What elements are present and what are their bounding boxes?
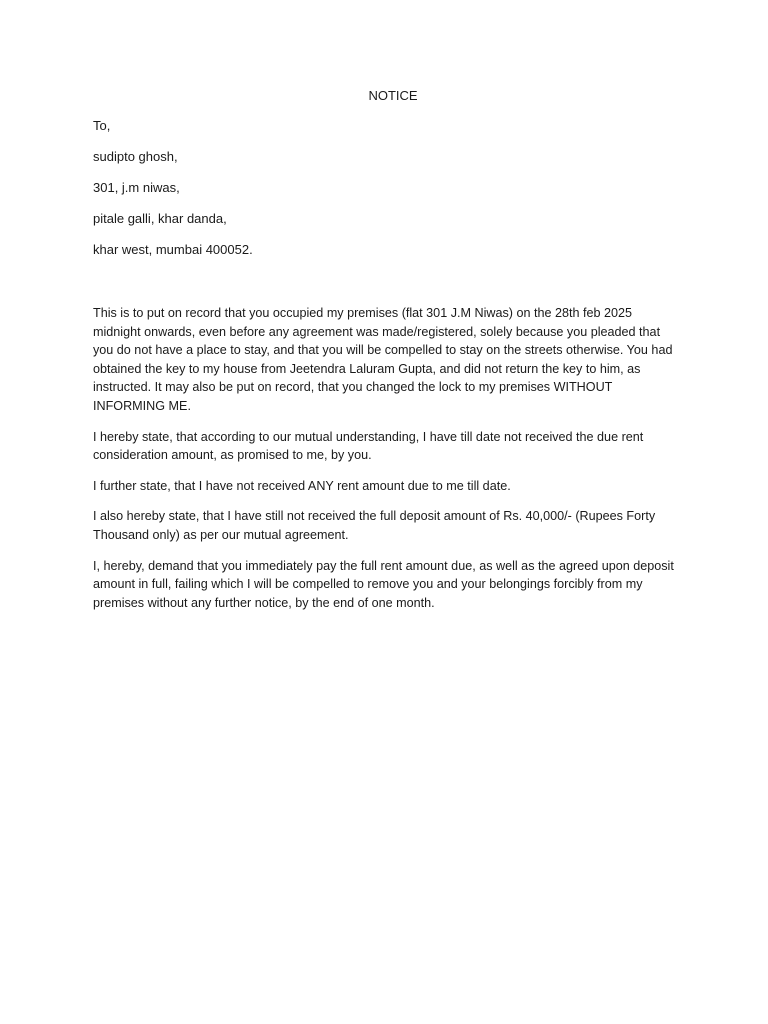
paragraph-no-rent-to-date: I further state, that I have not received ANY rent amount due to me till date.: [93, 478, 511, 493]
paragraph-deposit-not-received: I also hereby state, that I have still not received the full deposit amount of Rs. 40,000/- (Rupees Forty Thousand only) as per our mutual agreement.: [93, 509, 656, 542]
paragraph-rent-not-received: I hereby state, that according to our mutual understanding, I have till date not received the due rent consideration amount, as promised to me, by you.: [93, 429, 644, 463]
address-line-flat: 301, j.m niwas,: [93, 180, 180, 195]
recipient-address-block: [93, 118, 693, 273]
paragraph-demand: I, hereby, demand that you immediately pay the full rent amount due, as well as the agreed upon deposit amount in full, failing which I will be compelled to remove you and your belongings forcibly from my premises without any further notice, by the end of one month.: [93, 558, 674, 610]
salutation: To,: [93, 118, 111, 133]
address-line-city: khar west, mumbai 400052.: [93, 242, 253, 257]
address-line-street: pitale galli, khar danda,: [93, 211, 227, 226]
notice-title: NOTICE: [368, 88, 418, 103]
notice-body: [93, 304, 683, 624]
paragraph-occupation-record: This is to put on record that you occupied my premises (flat 301 J.M Niwas) on the 28th feb 2025 midnight onwards, even before any agreement was made/registered, solely because you pleaded that you do not have a place to stay, and that you will be compelled to stay on the streets otherwise. You had obtained the key to my house from Jeetendra Laluram Gupta, and did not return the key to him, as instructed. It may also be put on record, that you changed the lock to my premises WITHOUT INFORMING ME.: [93, 306, 673, 413]
recipient-name: sudipto ghosh,: [93, 149, 178, 164]
